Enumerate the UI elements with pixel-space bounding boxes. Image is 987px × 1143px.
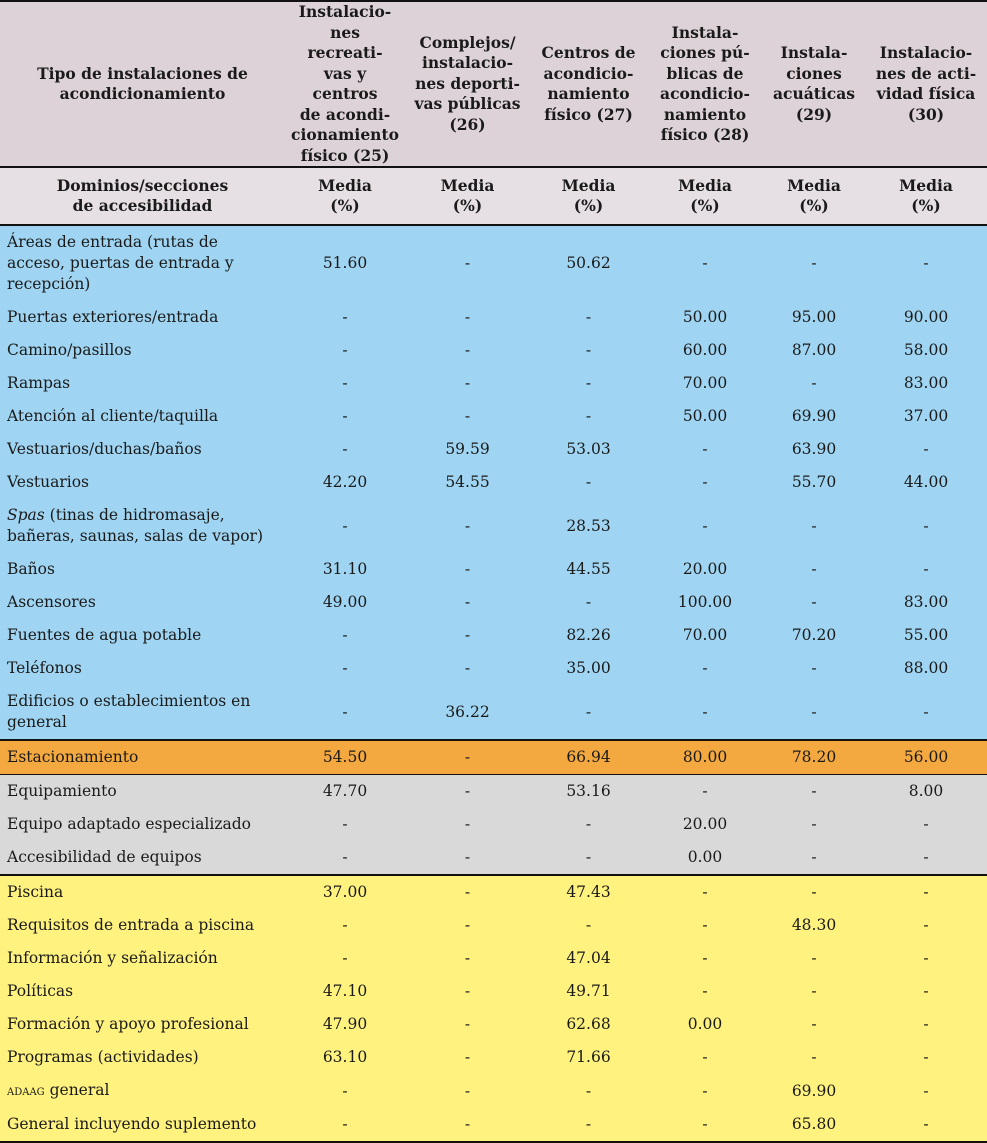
mean-value-cell: 51.60 [322, 254, 368, 272]
section-programs-policies [0, 875, 987, 1142]
mean-value-cell: 49.00 [322, 593, 368, 611]
column-header-line: (30) [907, 104, 945, 124]
column-header-line: Instalacio- [879, 43, 973, 62]
mean-value-cell: - [702, 1048, 708, 1066]
mean-value-cell: 58.00 [903, 341, 949, 359]
metric-header: Media (%) [440, 175, 495, 215]
column-header-line: vas públicas [414, 94, 521, 114]
mean-value-cell: 70.00 [682, 374, 728, 392]
mean-value-cell: - [464, 1081, 471, 1100]
domain-label-text: Vestuarios/duchas/baños [7, 440, 202, 458]
domain-label [0, 619, 285, 652]
domain-label-text: Rampas [7, 374, 71, 392]
mean-value-cell: - [702, 982, 708, 1000]
domain-label [0, 775, 285, 809]
mean-value-cell: - [585, 916, 592, 934]
mean-value-cell: - [342, 659, 348, 677]
mean-value-cell: - [811, 374, 817, 392]
mean-value-cell: - [702, 916, 708, 934]
mean-value-cell: - [585, 407, 592, 425]
mean-value-cell: 35.00 [566, 659, 611, 677]
metric-header: Media (%) [318, 175, 372, 215]
column-header-line: acuáticas [772, 84, 856, 103]
section-parking [0, 740, 987, 775]
column-header-line: ciones pú- [660, 43, 750, 62]
table-row [0, 975, 987, 1008]
domain-label [0, 740, 285, 775]
mean-value-cell: 44.55 [566, 560, 611, 578]
mean-value-cell: - [923, 560, 929, 578]
domain-label-text: Accesibilidad de equipos [7, 848, 202, 866]
table-row [0, 466, 987, 499]
mean-value-cell: 55.70 [791, 473, 837, 491]
domain-label-text: Áreas de entrada (rutas de acceso, puertas de entrada y recepción) [7, 233, 234, 293]
mean-value-cell: 31.10 [322, 560, 368, 578]
table-row [0, 225, 987, 301]
mean-value-cell: 80.00 [682, 748, 728, 766]
column-header-line: acondicio- [543, 63, 634, 83]
mean-value-cell: 47.04 [566, 949, 611, 967]
domain-label-text: Equipo adaptado especializado [7, 815, 252, 833]
mean-value-cell: - [923, 883, 929, 901]
mean-value-cell: 82.26 [566, 626, 611, 644]
mean-value-cell: - [342, 440, 348, 458]
column-header-line: Instalacio- [298, 2, 392, 21]
mean-value-cell: - [342, 516, 348, 535]
domain-label-italic: Spas [7, 506, 45, 524]
mean-value-cell: - [702, 254, 708, 272]
mean-value-cell: 59.59 [445, 440, 490, 458]
domain-label-text: Baños [7, 560, 55, 578]
table-row [0, 808, 987, 841]
mean-value-cell: - [811, 1015, 817, 1033]
mean-value-cell: - [464, 815, 471, 833]
mean-value-cell: - [464, 254, 471, 272]
mean-value-cell: - [464, 308, 471, 326]
mean-value-cell: 56.00 [903, 748, 949, 766]
table-row [0, 400, 987, 433]
domains-header-row [0, 167, 987, 225]
mean-value-cell: - [464, 748, 471, 766]
mean-value-cell: - [923, 1081, 929, 1100]
mean-value-cell: 70.00 [682, 626, 728, 644]
mean-value-cell: 53.16 [566, 782, 611, 800]
column-header-line: instalacio- [421, 53, 514, 73]
mean-value-cell: - [923, 702, 929, 721]
mean-value-cell: 28.53 [566, 516, 611, 535]
domain-label-text: Ascensores [7, 593, 96, 611]
mean-value-cell: - [923, 516, 929, 535]
mean-value-cell: - [702, 949, 708, 967]
domain-label-text: Fuentes de agua potable [7, 626, 202, 644]
mean-value-cell: - [464, 949, 471, 967]
domain-label [0, 433, 285, 466]
domain-label-acronym: adaag [7, 1083, 45, 1099]
domain-label-text: Estacionamiento [7, 748, 139, 766]
domain-label [0, 942, 285, 975]
domain-label-text: Teléfonos [7, 659, 82, 677]
mean-value-cell: - [702, 659, 708, 677]
mean-value-cell: 50.62 [566, 254, 611, 272]
metric-header: Media (%) [787, 175, 841, 215]
table-row [0, 775, 987, 809]
column-header-line: físico (25) [300, 145, 390, 165]
mean-value-cell: - [702, 473, 708, 491]
table-row [0, 499, 987, 553]
mean-value-cell: 49.71 [566, 982, 611, 1000]
mean-value-cell: - [342, 848, 348, 866]
mean-value-cell: - [811, 254, 817, 272]
column-header-line: físico (28) [660, 125, 750, 144]
table-row [0, 1074, 987, 1108]
mean-value-cell: 83.00 [903, 593, 949, 611]
mean-value-cell: - [923, 815, 929, 833]
domain-label [0, 1008, 285, 1041]
mean-value-cell: - [811, 949, 817, 967]
domain-label-text: Vestuarios [7, 473, 90, 491]
table-row [0, 586, 987, 619]
table-row [0, 1108, 987, 1142]
mean-value-cell: - [811, 883, 817, 901]
mean-value-cell: 20.00 [682, 560, 728, 578]
mean-value-cell: 54.55 [445, 473, 490, 491]
table-row [0, 685, 987, 740]
domain-label [0, 367, 285, 400]
mean-value-cell: - [585, 473, 592, 491]
domain-label-text: general [44, 1081, 110, 1099]
mean-value-cell: 47.43 [566, 883, 611, 901]
column-header-line: Instala- [780, 43, 848, 62]
mean-value-cell: - [923, 1115, 929, 1133]
mean-value-cell: 87.00 [791, 341, 837, 359]
mean-value-cell: 63.90 [791, 440, 837, 458]
column-header-line: blicas de [666, 63, 744, 83]
mean-value-cell: - [342, 341, 348, 359]
mean-value-cell: - [585, 1115, 592, 1133]
mean-value-cell: 53.03 [566, 440, 611, 458]
mean-value-cell: 36.22 [445, 702, 490, 721]
domain-label [0, 808, 285, 841]
mean-value-cell: - [464, 883, 471, 901]
mean-value-cell: - [923, 848, 929, 866]
mean-value-cell: - [464, 341, 471, 359]
table-row [0, 740, 987, 775]
mean-value-cell: - [702, 516, 708, 535]
mean-value-cell: - [923, 254, 929, 272]
mean-value-cell: 42.20 [322, 473, 368, 491]
domain-label [0, 909, 285, 942]
mean-value-cell: 48.30 [791, 916, 837, 934]
mean-value-cell: 50.00 [682, 308, 728, 326]
mean-value-cell: - [923, 949, 929, 967]
mean-value-cell: 47.90 [322, 1015, 368, 1033]
facility-type-label: Tipo de instalaciones de acondicionamiento [37, 63, 248, 103]
mean-value-cell: - [342, 916, 348, 934]
domain-label [0, 225, 285, 301]
mean-value-cell: 55.00 [903, 626, 949, 644]
mean-value-cell: - [464, 593, 471, 611]
column-header-line: vas y centros [312, 63, 378, 103]
table-row [0, 652, 987, 685]
mean-value-cell: - [464, 982, 471, 1000]
column-header [763, 1, 865, 167]
domains-label-line2: de accesibilidad [72, 196, 213, 215]
mean-value-cell: - [464, 916, 471, 934]
mean-value-cell: 95.00 [791, 308, 837, 326]
domain-label [0, 553, 285, 586]
mean-value-cell: - [923, 440, 929, 458]
mean-value-cell: 78.20 [791, 748, 837, 766]
mean-value-cell: - [342, 949, 348, 967]
column-header-line: namiento [663, 104, 747, 124]
domain-label [0, 1074, 285, 1108]
domain-label [0, 400, 285, 433]
mean-value-cell: 47.70 [322, 782, 368, 800]
column-header-line: vidad física [876, 84, 976, 103]
column-header-line: Complejos/ [419, 32, 516, 52]
domain-label [0, 1108, 285, 1142]
domains-label [0, 167, 285, 225]
mean-value-cell: - [342, 308, 348, 326]
mean-value-cell: - [923, 1048, 929, 1066]
mean-value-cell: - [811, 702, 817, 721]
mean-value-cell: 0.00 [687, 848, 723, 866]
mean-value-cell: - [342, 407, 348, 425]
mean-value-cell: 37.00 [322, 883, 368, 901]
mean-value-cell: - [811, 659, 817, 677]
mean-value-cell: - [585, 1081, 592, 1100]
table-row [0, 301, 987, 334]
mean-value-cell: - [464, 560, 471, 578]
domain-label-text: Piscina [7, 883, 64, 901]
table-row [0, 334, 987, 367]
table-row [0, 1008, 987, 1041]
mean-value-cell: - [811, 782, 817, 800]
mean-value-cell: - [811, 593, 817, 611]
mean-value-cell: 8.00 [908, 782, 944, 800]
mean-value-cell: - [702, 1081, 708, 1100]
table-row [0, 619, 987, 652]
table-header [0, 1, 987, 225]
mean-value-cell: - [342, 815, 348, 833]
mean-value-cell: - [464, 516, 471, 535]
mean-value-cell: - [923, 982, 929, 1000]
mean-value-cell: - [585, 341, 592, 359]
mean-value-cell: - [811, 560, 817, 578]
mean-value-cell: 44.00 [903, 473, 949, 491]
column-header [285, 1, 405, 167]
domain-label [0, 685, 285, 740]
domain-label-text: Formación y apoyo profesional [7, 1015, 249, 1033]
mean-value-cell: 100.00 [677, 593, 733, 611]
column-header-line: (26) [449, 114, 486, 134]
section-building-access [0, 225, 987, 740]
mean-value-cell: - [464, 1115, 471, 1133]
mean-value-cell: - [464, 848, 471, 866]
column-header-line: ciones [786, 63, 842, 83]
mean-value-cell: - [342, 626, 348, 644]
mean-value-cell: 50.00 [682, 407, 728, 425]
domain-label [0, 1041, 285, 1074]
column-header-line: nes recreati- [307, 22, 383, 62]
column-header-line: de acondi- [299, 104, 391, 124]
mean-value-cell: - [923, 1015, 929, 1033]
mean-value-cell: 70.20 [791, 626, 837, 644]
mean-value-cell: 66.94 [566, 748, 611, 766]
mean-value-cell: 0.00 [687, 1015, 723, 1033]
table-row [0, 841, 987, 875]
mean-value-cell: - [702, 702, 708, 721]
mean-value-cell: - [585, 374, 592, 392]
mean-value-cell: - [811, 982, 817, 1000]
mean-value-cell: - [342, 702, 348, 721]
domain-label-text: General incluyendo suplemento [7, 1115, 257, 1133]
domain-label-text: (tinas de hidromasaje, bañeras, saunas, salas de vapor) [7, 506, 263, 545]
mean-value-cell: 54.50 [322, 748, 368, 766]
mean-value-cell: 20.00 [682, 815, 728, 833]
column-header-line: acondicio- [660, 84, 750, 103]
table-row [0, 433, 987, 466]
domain-label-text: Edificios o establecimientos en general [7, 692, 251, 731]
column-header-line: Instala- [671, 22, 739, 42]
domain-label-text: Equipamiento [7, 782, 117, 800]
mean-value-cell: - [585, 848, 592, 866]
domain-label-text: Políticas [7, 982, 74, 1000]
column-header [865, 1, 987, 167]
column-header-line: namiento [547, 84, 630, 103]
mean-value-cell: - [585, 593, 592, 611]
metric-header: Media (%) [899, 175, 953, 215]
metric-header: Media (%) [561, 175, 616, 215]
domain-label-text: Puertas exteriores/entrada [7, 308, 219, 326]
mean-value-cell: - [585, 308, 592, 326]
mean-value-cell: 37.00 [903, 407, 949, 425]
domains-label-line1: Dominios/secciones [56, 175, 229, 195]
column-header-line: nes de acti- [875, 63, 977, 83]
mean-value-cell: - [464, 1048, 471, 1066]
domain-label [0, 875, 285, 909]
mean-value-cell: - [702, 440, 708, 458]
domain-label [0, 466, 285, 499]
mean-value-cell: 63.10 [322, 1048, 368, 1066]
mean-value-cell: - [342, 374, 348, 392]
mean-value-cell: - [702, 883, 708, 901]
mean-value-cell: - [464, 1015, 471, 1033]
mean-value-cell: - [464, 407, 471, 425]
mean-value-cell: - [811, 848, 817, 866]
table-row [0, 942, 987, 975]
mean-value-cell: 83.00 [903, 374, 949, 392]
domain-label-text: Atención al cliente/taquilla [7, 407, 219, 425]
domain-label-text: Requisitos de entrada a piscina [7, 916, 255, 934]
table-row [0, 875, 987, 909]
table-row [0, 367, 987, 400]
domain-label [0, 975, 285, 1008]
domain-label [0, 841, 285, 875]
domain-label [0, 334, 285, 367]
column-header-line: nes deporti- [415, 73, 520, 93]
column-header [647, 1, 763, 167]
mean-value-cell: - [464, 782, 471, 800]
mean-value-cell: 69.90 [791, 1081, 837, 1100]
domain-label-text: Programas (actividades) [7, 1048, 199, 1066]
mean-value-cell: - [702, 1115, 708, 1133]
mean-value-cell: - [811, 1048, 817, 1066]
mean-value-cell: - [585, 815, 592, 833]
table-row [0, 909, 987, 942]
metric-header: Media (%) [678, 175, 732, 215]
domain-label [0, 499, 285, 553]
mean-value-cell: 60.00 [682, 341, 728, 359]
section-equipment [0, 775, 987, 876]
domain-label-text: Camino/pasillos [7, 341, 132, 359]
mean-value-cell: - [342, 1081, 348, 1100]
mean-value-cell: - [811, 815, 817, 833]
mean-value-cell: - [464, 626, 471, 644]
domain-label-text: Información y señalización [7, 949, 218, 967]
mean-value-cell: 88.00 [903, 659, 949, 677]
domain-label [0, 301, 285, 334]
mean-value-cell: - [923, 916, 929, 934]
mean-value-cell: - [585, 702, 592, 721]
column-header [530, 1, 647, 167]
column-header [405, 1, 530, 167]
mean-value-cell: - [464, 374, 471, 392]
mean-value-cell: 71.66 [566, 1048, 611, 1066]
domain-label [0, 652, 285, 685]
table-row [0, 553, 987, 586]
mean-value-cell: - [464, 659, 471, 677]
column-header-line: físico (27) [544, 104, 633, 124]
mean-value-cell: 62.68 [566, 1015, 611, 1033]
column-header-line: cionamiento [291, 125, 399, 144]
mean-value-cell: - [811, 516, 817, 535]
column-header-line: Centros de [541, 43, 636, 62]
mean-value-cell: - [702, 782, 708, 800]
mean-value-cell: - [342, 1115, 348, 1133]
mean-value-cell: 90.00 [903, 308, 949, 326]
mean-value-cell: 69.90 [791, 407, 837, 425]
column-header-line: (29) [795, 104, 833, 124]
mean-value-cell: 47.10 [322, 982, 368, 1000]
mean-value-cell: 65.80 [791, 1115, 837, 1133]
domain-label [0, 586, 285, 619]
facility-type-header-row [0, 1, 987, 167]
table-row [0, 1041, 987, 1074]
